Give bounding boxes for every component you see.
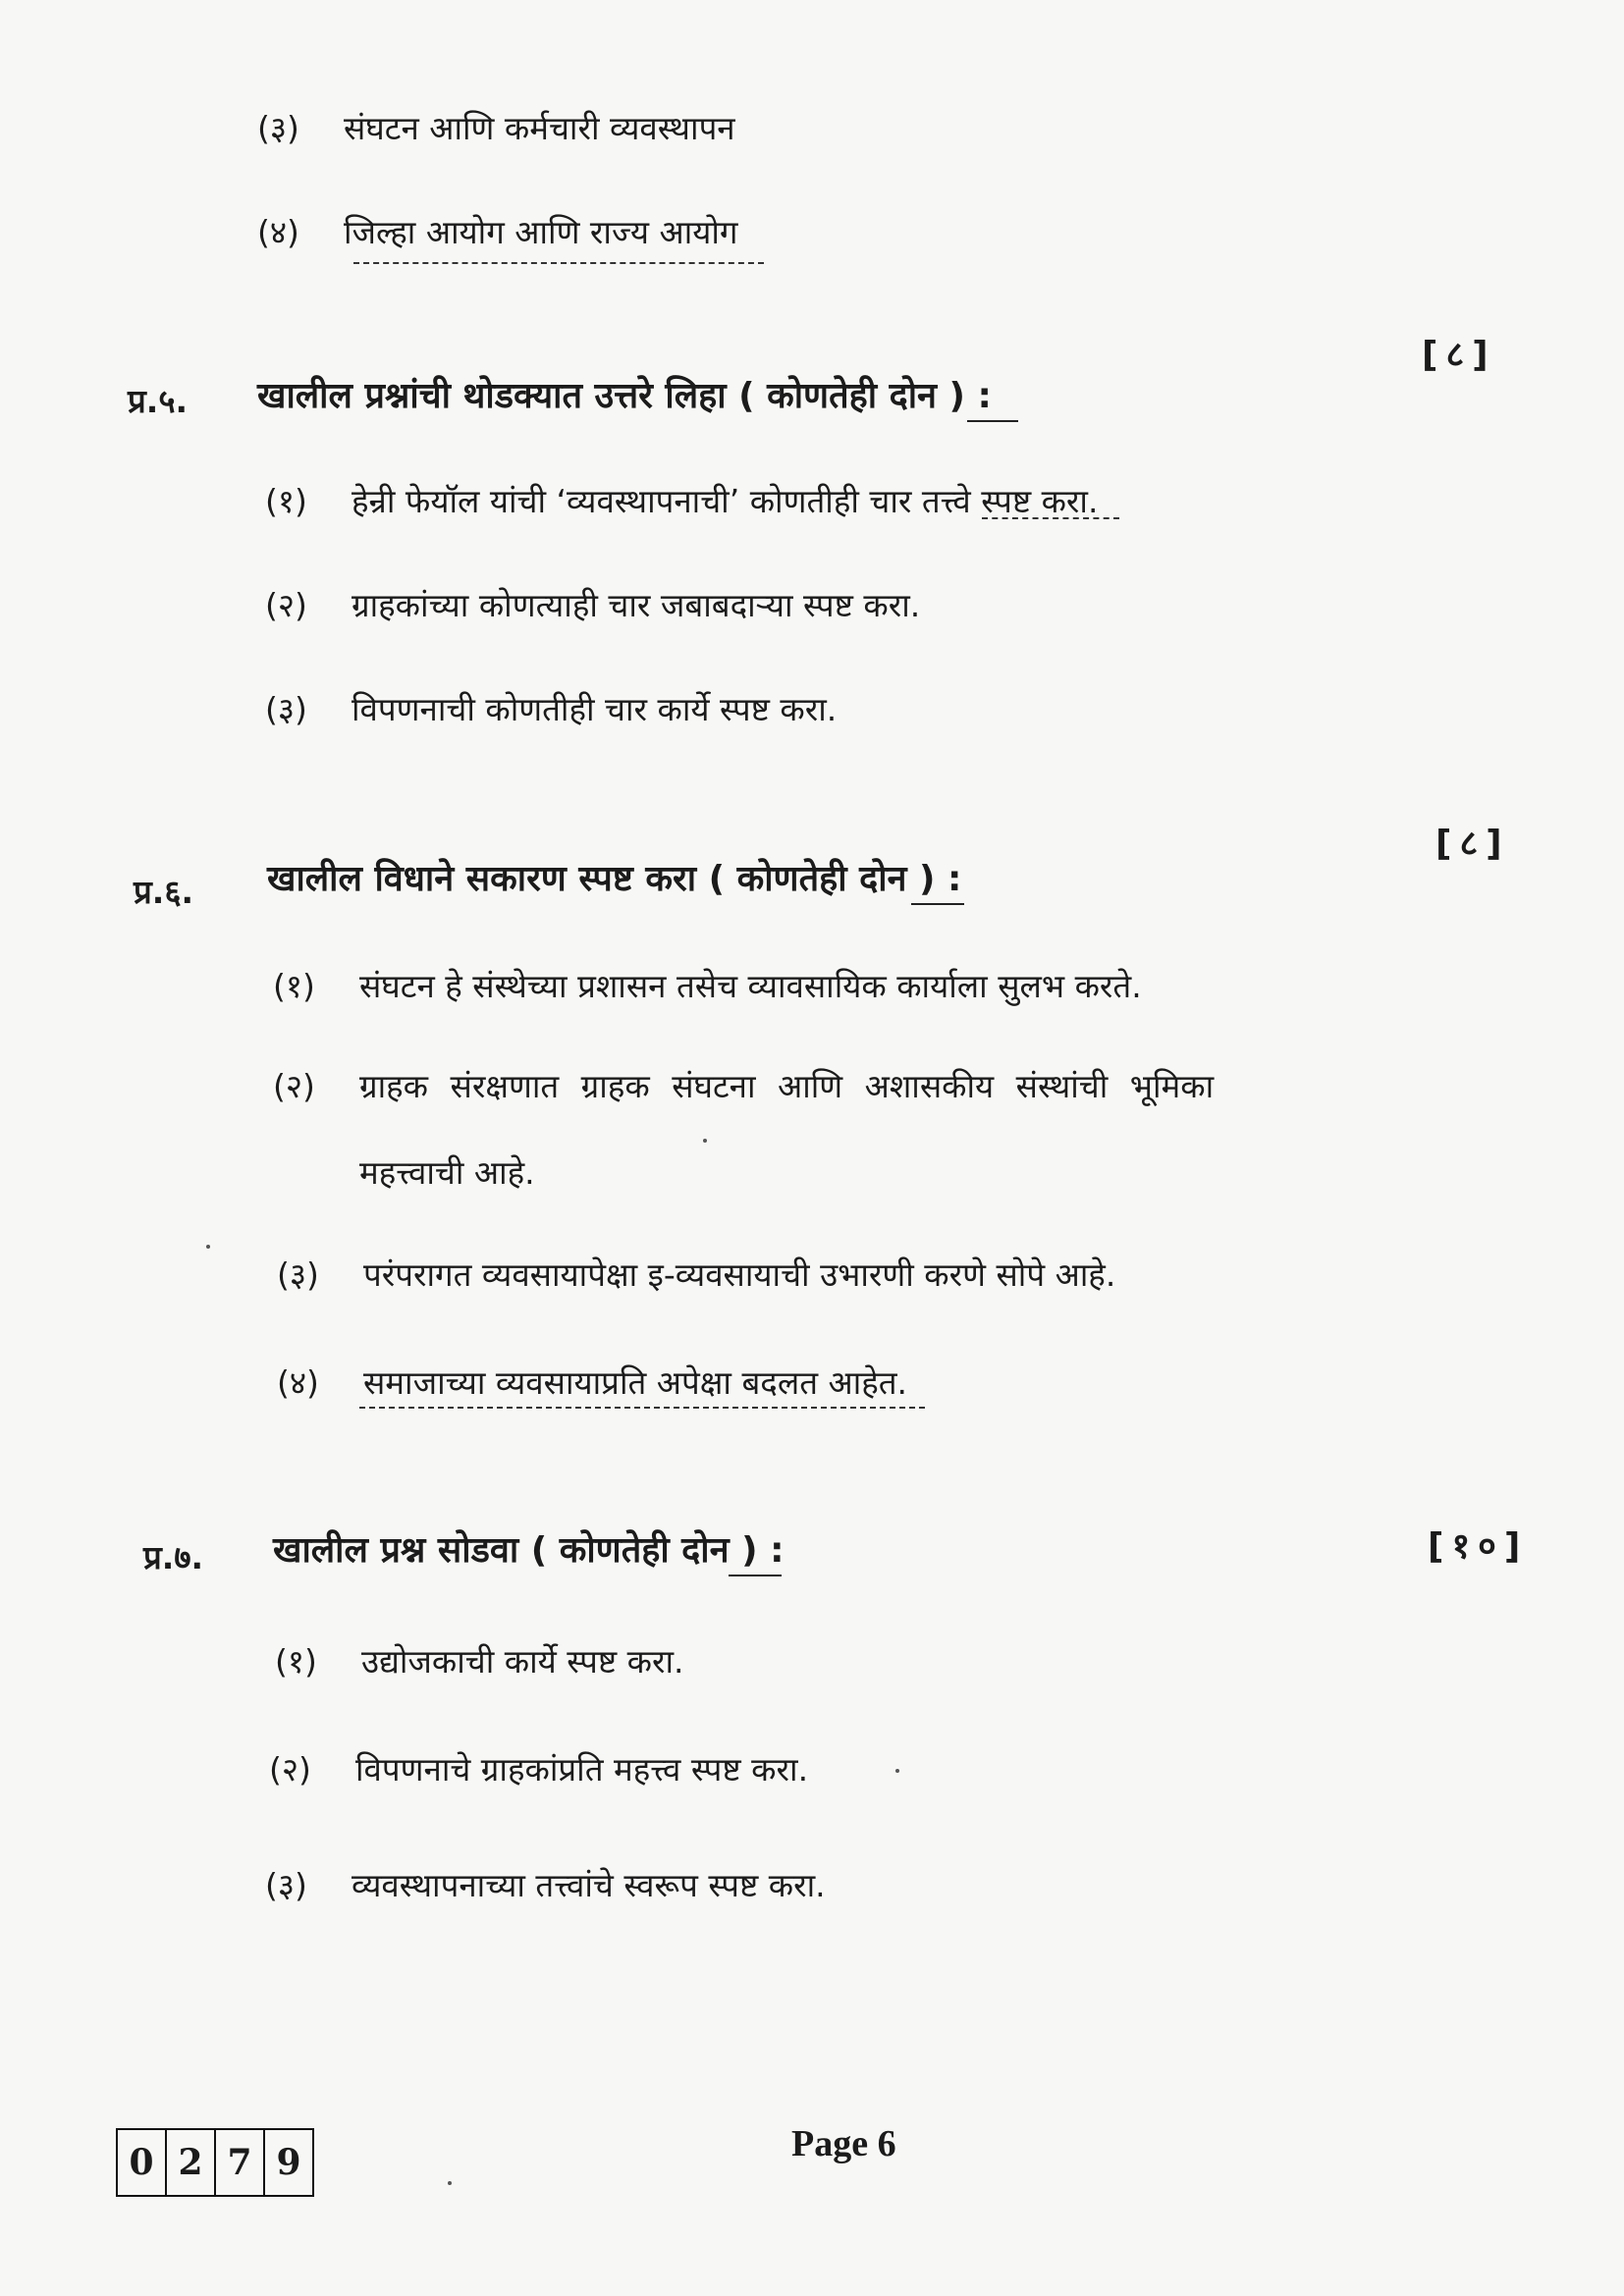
item-text: उद्योजकाची कार्ये स्पष्ट करा. [361,1642,684,1681]
item-text: जिल्हा आयोग आणि राज्य आयोग [344,213,738,251]
q7-item-2 [269,1750,809,1789]
handwritten-underline [353,257,764,264]
code-digit: 0 [118,2130,167,2195]
item-number: (४) [277,1363,319,1402]
item-text: ग्राहकांच्या कोणत्याही चार जबाबदाऱ्या स्पष्ट करा. [352,586,921,624]
q5-title-underline [967,420,1018,422]
item-number: (२) [265,586,307,624]
top-item-4 [257,213,738,251]
item-number: (३) [257,109,299,147]
q7-item-1 [275,1642,684,1681]
item-text: व्यवस्थापनाच्या तत्त्वांचे स्वरूप स्पष्ट करा. [352,1866,826,1904]
top-item-3 [257,109,735,147]
item-text: परंपरागत व्यवसायापेक्षा इ-व्यवसायाची उभारणी करणे सोपे आहे. [363,1255,1116,1294]
item-text: विपणनाची कोणतीही चार कार्ये स्पष्ट करा. [352,690,838,728]
item-number: (३) [265,1866,307,1904]
q5-marks: [८] [1422,335,1496,375]
q5-item-1 [265,482,1099,520]
q6-item-4 [277,1363,908,1402]
item-text: हेन्री फेयॉल यांची ‘व्यवस्थापनाची’ कोणतीही चार तत्त्वे स्पष्ट करा. [352,482,1099,520]
q7-title: खालील प्रश्न सोडवा ( कोणतेही दोन ) : [273,1530,785,1571]
item-number: (२) [269,1750,311,1789]
q5-number: प्र.५. [128,382,189,420]
code-digit: 9 [276,2142,301,2183]
item-text-continued: महत्त्वाची आहे. [359,1153,535,1192]
q6-item-2-continued [359,1153,535,1192]
item-number: (१) [265,482,307,520]
code-digit: 7 [216,2130,265,2195]
q6-number: प्र.६. [134,873,194,911]
q7-title-underline [729,1575,782,1576]
item-text: संघटन आणि कर्मचारी व्यवस्थापन [344,109,735,147]
q5-title: खालील प्रश्नांची थोडक्यात उत्तरे लिहा ( कोणतेही दोन ) : [257,376,992,416]
subject-code-box [116,2128,314,2197]
q5-item-3 [265,690,838,728]
q7-item-3 [265,1866,826,1904]
q6-item-3 [277,1255,1116,1294]
item-number: (१) [275,1642,317,1681]
item-text: ग्राहक संरक्षणात ग्राहक संघटना आणि अशासकीय संस्थांची भूमिका [359,1067,1215,1105]
handwritten-underline [982,512,1119,519]
scan-speck [895,1769,899,1773]
q6-title: खालील विधाने सकारण स्पष्ट करा ( कोणतेही दोन ) : [267,859,962,899]
item-text: समाजाच्या व्यवसायाप्रति अपेक्षा बदलत आहेत. [363,1363,908,1402]
item-number: (३) [265,690,307,728]
q6-item-1 [273,967,1142,1005]
q6-title-underline [911,903,964,905]
scan-speck [206,1245,210,1249]
q6-marks: [८] [1435,824,1510,864]
handwritten-underline [359,1402,925,1409]
item-text: विपणनाचे ग्राहकांप्रति महत्त्व स्पष्ट करा. [355,1750,809,1789]
q7-number: प्र.७. [143,1538,204,1576]
scan-speck [448,2181,452,2185]
item-number: (४) [257,213,299,251]
item-number: (३) [277,1255,319,1294]
item-number: (१) [273,967,315,1005]
scan-speck [703,1139,707,1143]
item-number: (२) [273,1067,315,1105]
q7-marks: [१०] [1428,1526,1529,1567]
q5-item-2 [265,586,921,624]
code-digit: 2 [167,2130,216,2195]
page-number: Page 6 [791,2123,896,2164]
item-text: संघटन हे संस्थेच्या प्रशासन तसेच व्यावसायिक कार्याला सुलभ करते. [359,967,1142,1005]
q6-item-2 [273,1067,1215,1105]
